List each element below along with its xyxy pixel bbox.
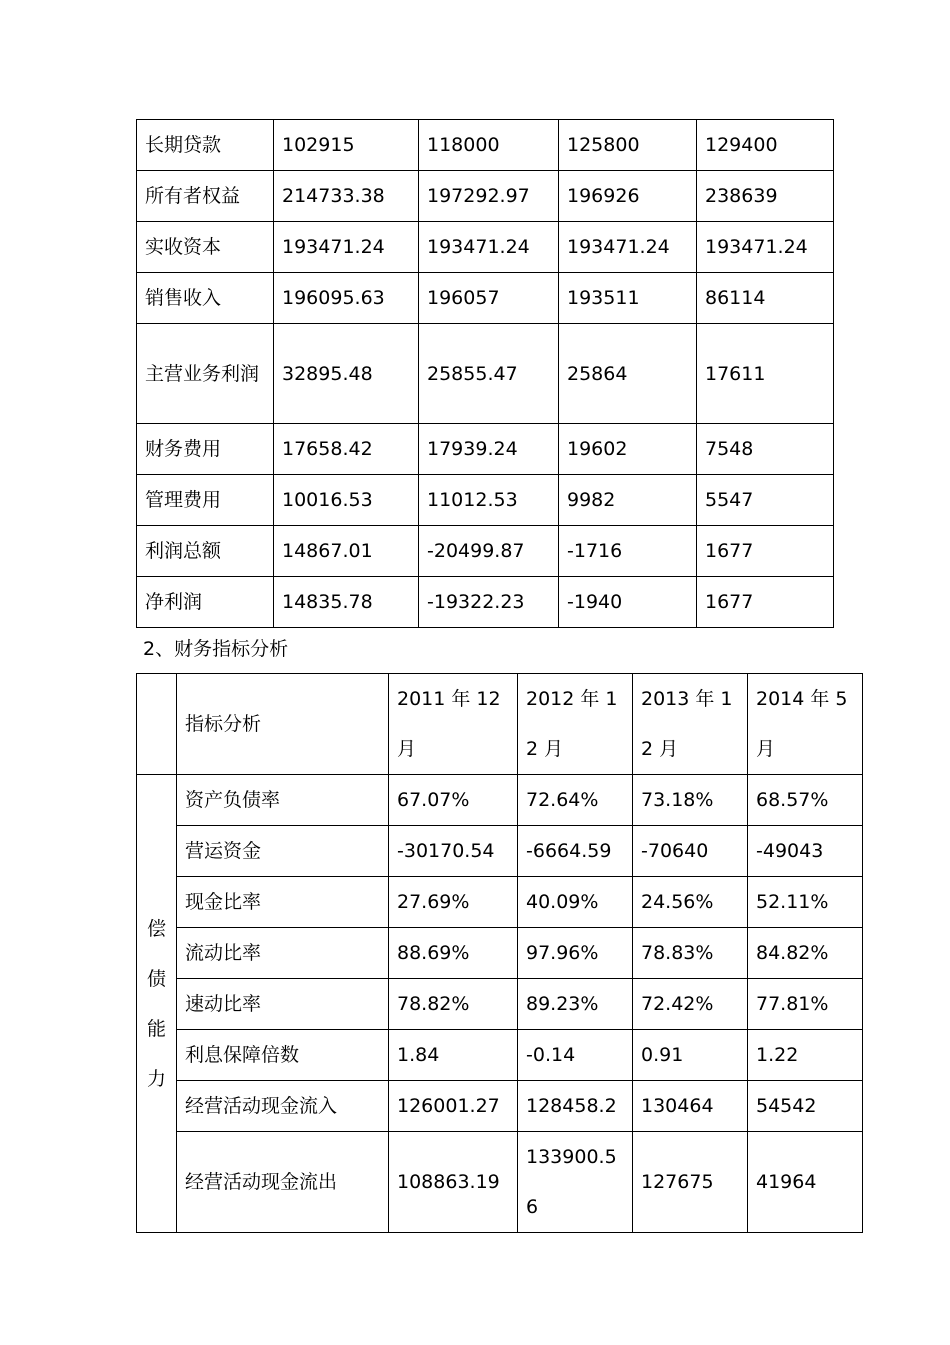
table-row (137, 526, 834, 577)
table-cell: 14835.78 (274, 577, 419, 628)
table-cell: 17658.42 (274, 424, 419, 475)
table-cell: 25855.47 (419, 324, 559, 424)
row-label: 利息保障倍数 (177, 1030, 389, 1081)
row-label: 经营活动现金流入 (177, 1081, 389, 1132)
table-cell: -1716 (559, 526, 697, 577)
table-cell: 86114 (697, 273, 834, 324)
table-cell: 196057 (419, 273, 559, 324)
table-cell: 118000 (419, 120, 559, 171)
financial-data-table (136, 119, 834, 628)
table-cell: 238639 (697, 171, 834, 222)
table-row (137, 1030, 863, 1081)
table-cell: 193471.24 (559, 222, 697, 273)
row-label: 主营业务利润 (137, 324, 274, 424)
table-cell: 97.96% (518, 928, 633, 979)
row-label: 净利润 (137, 577, 274, 628)
table-row (137, 273, 834, 324)
table-row (137, 979, 863, 1030)
row-label: 资产负债率 (177, 775, 389, 826)
table-cell: -0.14 (518, 1030, 633, 1081)
table-cell: 88.69% (389, 928, 518, 979)
table-row (137, 775, 863, 826)
table-cell: 41964 (748, 1132, 863, 1233)
table-cell: 7548 (697, 424, 834, 475)
table-cell: 127675 (633, 1132, 748, 1233)
group-label-char: 债 (146, 967, 166, 990)
table-cell: 72.64% (518, 775, 633, 826)
table-row (137, 877, 863, 928)
table-cell: 52.11% (748, 877, 863, 928)
table-cell: 10016.53 (274, 475, 419, 526)
group-label-solvency (137, 775, 177, 1233)
table-row (137, 928, 863, 979)
table-cell: 19602 (559, 424, 697, 475)
table-cell: -1940 (559, 577, 697, 628)
table-cell: 32895.48 (274, 324, 419, 424)
column-header: 2013 年 12 月 (633, 674, 748, 775)
table-cell: 67.07% (389, 775, 518, 826)
table-cell: -70640 (633, 826, 748, 877)
table-header-row (137, 674, 863, 775)
table-cell: 128458.2 (518, 1081, 633, 1132)
financial-indicator-table (136, 673, 863, 1233)
table-cell: 102915 (274, 120, 419, 171)
table-cell: 17939.24 (419, 424, 559, 475)
table-cell: 197292.97 (419, 171, 559, 222)
column-header: 指标分析 (177, 674, 389, 775)
table-cell: 193511 (559, 273, 697, 324)
row-label: 流动比率 (177, 928, 389, 979)
table-cell: 84.82% (748, 928, 863, 979)
table-row (137, 120, 834, 171)
row-label: 所有者权益 (137, 171, 274, 222)
group-label-char: 力 (146, 1067, 166, 1090)
table-cell: 0.91 (633, 1030, 748, 1081)
header-corner-cell (137, 674, 177, 775)
table-cell: 193471.24 (274, 222, 419, 273)
table-cell: 78.83% (633, 928, 748, 979)
row-label: 利润总额 (137, 526, 274, 577)
table-cell: 5547 (697, 475, 834, 526)
table-row (137, 826, 863, 877)
table-cell: 68.57% (748, 775, 863, 826)
row-label: 管理费用 (137, 475, 274, 526)
table-cell: 1677 (697, 577, 834, 628)
table-row (137, 475, 834, 526)
row-label: 经营活动现金流出 (177, 1132, 389, 1233)
table-cell: 133900.56 (518, 1132, 633, 1233)
table-cell: 24.56% (633, 877, 748, 928)
table-row (137, 424, 834, 475)
row-label: 长期贷款 (137, 120, 274, 171)
table-cell: 17611 (697, 324, 834, 424)
table-row (137, 324, 834, 424)
table-cell: -19322.23 (419, 577, 559, 628)
table-cell: 73.18% (633, 775, 748, 826)
table-cell: -49043 (748, 826, 863, 877)
row-label: 速动比率 (177, 979, 389, 1030)
table-row (137, 171, 834, 222)
table-cell: 25864 (559, 324, 697, 424)
table-row (137, 1081, 863, 1132)
table-cell: 193471.24 (419, 222, 559, 273)
table-cell: 14867.01 (274, 526, 419, 577)
row-label: 营运资金 (177, 826, 389, 877)
column-header: 2011 年 12 月 (389, 674, 518, 775)
table-cell: 9982 (559, 475, 697, 526)
group-label-char: 偿 (146, 917, 166, 940)
table-cell: 72.42% (633, 979, 748, 1030)
table-cell: 11012.53 (419, 475, 559, 526)
column-header: 2012 年 12 月 (518, 674, 633, 775)
table-row (137, 1132, 863, 1233)
table-cell: 1677 (697, 526, 834, 577)
table-cell: 89.23% (518, 979, 633, 1030)
row-label: 财务费用 (137, 424, 274, 475)
table-cell: 126001.27 (389, 1081, 518, 1132)
table-row (137, 222, 834, 273)
table-cell: 77.81% (748, 979, 863, 1030)
table-cell: -20499.87 (419, 526, 559, 577)
row-label: 实收资本 (137, 222, 274, 273)
column-header: 2014 年 5 月 (748, 674, 863, 775)
table-cell: 125800 (559, 120, 697, 171)
section-heading: 2、财务指标分析 (143, 638, 289, 660)
row-label: 销售收入 (137, 273, 274, 324)
table-cell: 129400 (697, 120, 834, 171)
row-label: 现金比率 (177, 877, 389, 928)
table-cell: -6664.59 (518, 826, 633, 877)
table-cell: 78.82% (389, 979, 518, 1030)
table-cell: 27.69% (389, 877, 518, 928)
table-cell: 54542 (748, 1081, 863, 1132)
table-cell: 214733.38 (274, 171, 419, 222)
table-cell: 193471.24 (697, 222, 834, 273)
table-cell: 196095.63 (274, 273, 419, 324)
table-cell: -30170.54 (389, 826, 518, 877)
table-cell: 1.22 (748, 1030, 863, 1081)
group-label-char: 能 (146, 1017, 166, 1040)
table-row (137, 577, 834, 628)
table-cell: 108863.19 (389, 1132, 518, 1233)
table-cell: 40.09% (518, 877, 633, 928)
table-cell: 196926 (559, 171, 697, 222)
table-cell: 1.84 (389, 1030, 518, 1081)
table-cell: 130464 (633, 1081, 748, 1132)
